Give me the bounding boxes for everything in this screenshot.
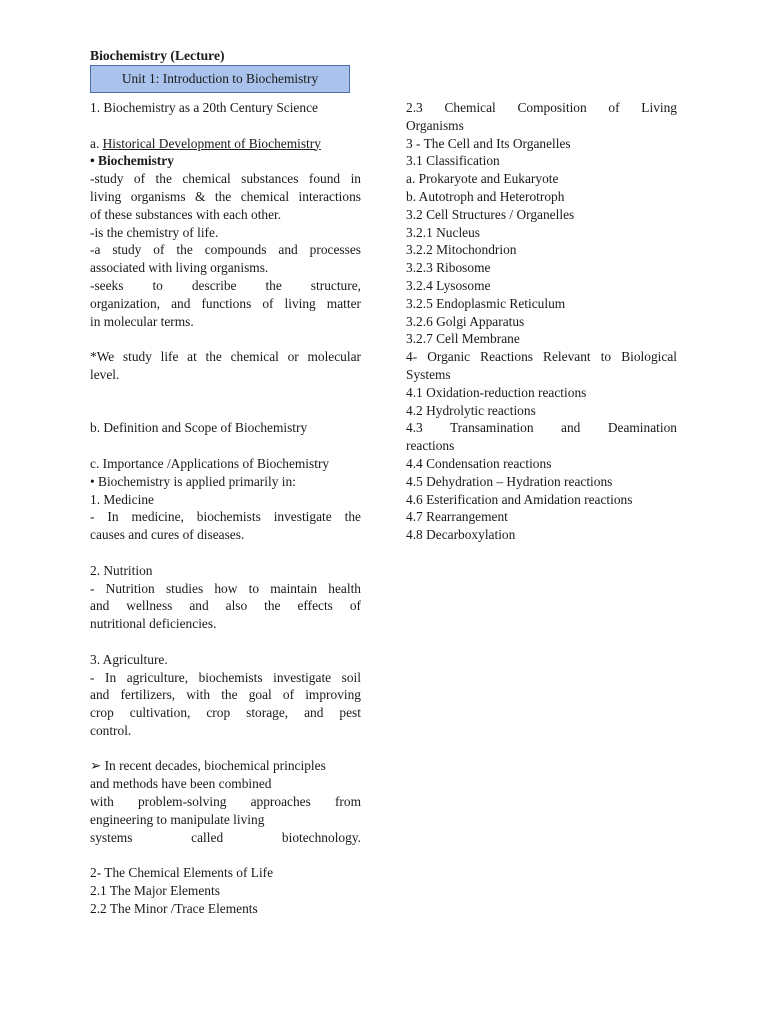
list-item: 3.2.1 Nucleus — [406, 224, 481, 240]
text-line: associated with living organisms. — [90, 260, 269, 276]
list-item: 4.2 Hydrolytic reactions — [406, 402, 536, 418]
list-item: 2.3 Chemical Composition of Living — [406, 100, 677, 115]
text-line: -study of the chemical substances found in — [90, 171, 361, 187]
list-item: 4.3 Transamination and Deamination — [406, 420, 677, 436]
text-line: control. — [90, 722, 132, 738]
list-item: 3.2.4 Lysosome — [406, 277, 491, 293]
list-item: 4.1 Oxidation-reduction reactions — [406, 384, 587, 400]
subsection-heading: c. Importance /Applications of Biochemistry — [90, 455, 330, 471]
text-line: in molecular terms. — [90, 313, 194, 329]
text-line: and methods have been combined — [90, 776, 272, 792]
list-item: 3.2.7 Cell Membrane — [406, 331, 520, 347]
spacer — [90, 544, 361, 562]
text-line: -seeks to describe the structure, — [90, 277, 361, 293]
text-line: - Nutrition studies how to maintain health — [90, 580, 361, 596]
text-line: and wellness and also the effects of — [90, 598, 361, 614]
section-heading: 2- The Chemical Elements of Life — [90, 865, 274, 881]
section-heading: 4- Organic Reactions Relevant to Biological — [406, 349, 677, 365]
list-item: 2.2 The Minor /Trace Elements — [90, 900, 258, 916]
term-heading: • Biochemistry — [90, 153, 174, 169]
list-item-heading: 2. Nutrition — [90, 562, 153, 578]
unit-heading-box — [90, 65, 350, 93]
subsection-heading: b. Definition and Scope of Biochemistry — [90, 420, 308, 436]
list-item: 3.2.6 Golgi Apparatus — [406, 313, 525, 329]
section-heading: 1. Biochemistry as a 20th Century Science — [90, 100, 318, 115]
text-line: • Biochemistry is applied primarily in: — [90, 473, 296, 489]
list-item: 4.4 Condensation reactions — [406, 455, 552, 471]
spacer — [90, 846, 361, 864]
subsection-prefix: a. — [90, 135, 103, 151]
unit-heading-text: Unit 1: Introduction to Biochemistry — [121, 71, 319, 87]
list-item: 4.6 Esterification and Amidation reactions — [406, 491, 633, 507]
section-heading: 3 - The Cell and Its Organelles — [406, 135, 571, 151]
spacer — [90, 384, 361, 402]
text-line: *We study life at the chemical or molecular — [90, 349, 361, 365]
text-line: causes and cures of diseases. — [90, 527, 245, 543]
spacer — [90, 437, 361, 455]
list-item: 3.2 Cell Structures / Organelles — [406, 206, 575, 222]
text-line: -a study of the compounds and processes — [90, 242, 361, 258]
list-item: 4.7 Rearrangement — [406, 509, 508, 525]
spacer — [90, 402, 361, 420]
right-column — [406, 99, 677, 544]
text-line: with problem-solving approaches from — [90, 794, 361, 810]
text-line: crop cultivation, crop storage, and pest — [90, 705, 361, 721]
text-line: systems called biotechnology. — [90, 829, 361, 845]
text-line: living organisms & the chemical interactions — [90, 188, 361, 204]
list-item: 4.8 Decarboxylation — [406, 527, 516, 543]
list-item: b. Autotroph and Heterotroph — [406, 188, 565, 204]
text-line: engineering to manipulate living — [90, 811, 265, 827]
list-item: 3.1 Classification — [406, 153, 500, 169]
text-line: - In agriculture, biochemists investigate soil — [90, 669, 361, 685]
text-line: nutritional deficiencies. — [90, 616, 217, 632]
list-item: a. Prokaryote and Eukaryote — [406, 171, 559, 187]
subsection-heading — [90, 135, 361, 153]
list-item-heading: 1. Medicine — [90, 491, 154, 507]
list-item: 2.1 The Major Elements — [90, 883, 220, 899]
text-line: organization, and functions of living matter — [90, 295, 361, 311]
text-line: -is the chemistry of life. — [90, 224, 219, 240]
spacer — [90, 117, 361, 135]
spacer — [90, 633, 361, 651]
list-item: 3.2.5 Endoplasmic Reticulum — [406, 295, 566, 311]
text-line: ➢ In recent decades, biochemical principles — [90, 758, 326, 774]
document-title: Biochemistry (Lecture) — [90, 48, 225, 63]
list-item-heading: 3. Agriculture. — [90, 651, 168, 667]
list-item: reactions — [406, 438, 455, 454]
list-item: 4.5 Dehydration – Hydration reactions — [406, 473, 613, 489]
spacer — [90, 330, 361, 348]
text-line: level. — [90, 366, 120, 382]
list-item: 3.2.2 Mitochondrion — [406, 242, 517, 258]
text-line: of these substances with each other. — [90, 206, 282, 222]
text-line: and fertilizers, with the goal of improving — [90, 687, 361, 703]
list-item: 3.2.3 Ribosome — [406, 260, 491, 276]
list-item: Organisms — [406, 117, 464, 133]
section-heading-cont: Systems — [406, 366, 451, 382]
left-column — [90, 99, 361, 918]
spacer — [90, 740, 361, 758]
subsection-title-underlined: Historical Development of Biochemistry — [102, 135, 321, 151]
text-line: - In medicine, biochemists investigate the — [90, 509, 361, 525]
